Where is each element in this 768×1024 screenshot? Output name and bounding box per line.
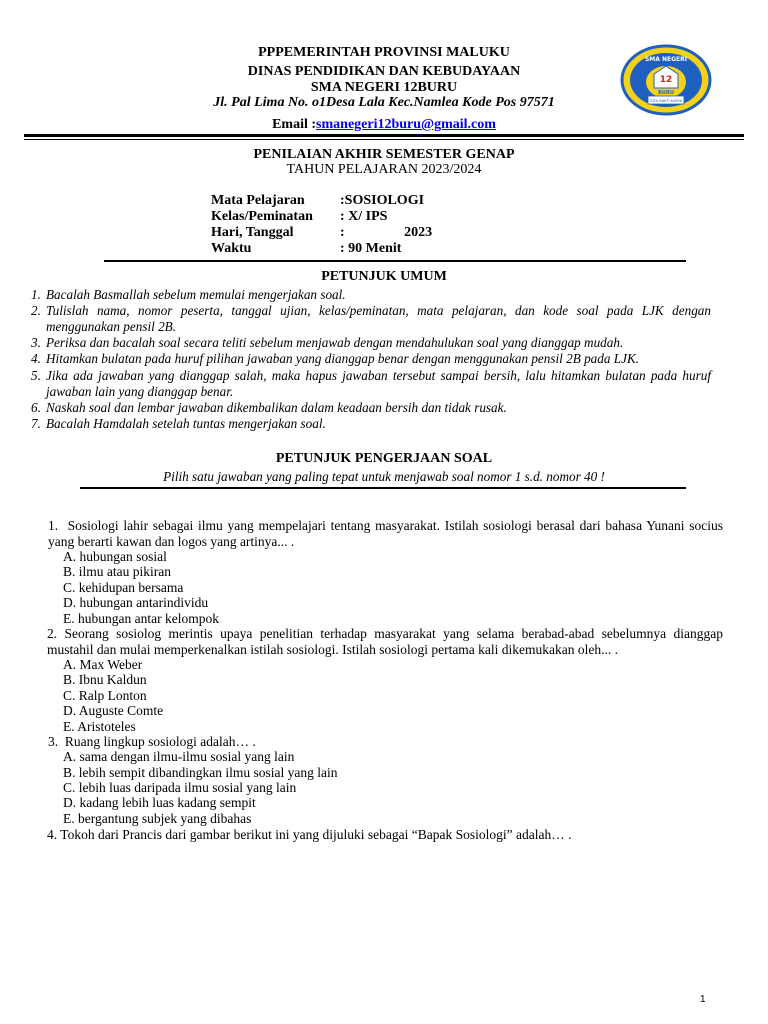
header-department: DINAS PENDIDIKAN DAN KEBUDAYAAN — [247, 64, 521, 79]
header-email — [0, 116, 768, 133]
work-instructions-title: PETUNJUK PENGERJAAN SOAL — [275, 451, 493, 466]
option-e: E. hubungan antar kelompok — [63, 611, 219, 626]
work-instructions-divider — [80, 487, 686, 489]
svg-text:12: 12 — [659, 75, 673, 85]
svg-text:BURU: BURU — [658, 90, 674, 96]
page-number: 1 — [700, 994, 706, 1005]
question-number: 2. — [47, 626, 58, 641]
school-logo-icon — [620, 44, 712, 116]
header-address: Jl. Pal Lima No. o1Desa Lala Kec.Namlea Kode Pos 97571 — [213, 95, 555, 110]
instruction-item: 1. Bacalah Basmallah sebelum memulai mengerjakan soal. — [31, 287, 346, 302]
exam-year: TAHUN PELAJARAN 2023/2024 — [286, 162, 482, 177]
option-b: B. lebih sempit dibandingkan ilmu sosial yang lain — [63, 765, 338, 780]
instruction-item: 5. Jika ada jawaban yang dianggap salah, maka hapus jawaban tersebut sampai bersih, lalu hitamkan bulatan pada huruf jawaban lain yang dianggap benar. — [31, 368, 711, 399]
instruction-item: 7. Bacalah Hamdalah setelah tuntas mengerjakan soal. — [31, 416, 326, 431]
info-class: Kelas/Peminatan : X/ IPS — [211, 209, 388, 224]
header-divider-thin — [24, 139, 744, 140]
question-text: Sosiologi lahir sebagai ilmu yang mempelajari tentang masyarakat. Istilah sosiologi berasal dari bahasa Yunani socius yang berarti kawan dan logos yang artinya... . — [48, 518, 724, 549]
svg-text:GITA BAKTI KARYA: GITA BAKTI KARYA — [649, 99, 683, 103]
option-a: A. Max Weber — [63, 657, 143, 672]
general-instructions-title: PETUNJUK UMUM — [321, 269, 447, 284]
email-link[interactable]: smanegeri12buru@gmail.com — [316, 117, 496, 132]
info-duration: Waktu : 90 Menit — [211, 241, 402, 256]
question-number: 3. — [48, 734, 59, 749]
question-1 — [48, 518, 723, 549]
option-c: C. kehidupan bersama — [63, 580, 184, 595]
header-government: PPPEMERINTAH PROVINSI MALUKU — [258, 45, 510, 60]
option-e: E. bergantung subjek yang dibahas — [63, 811, 252, 826]
instruction-item: 2. Tulislah nama, nomor peserta, tanggal ujian, kelas/peminatan, mata pelajaran, dan kode soal pada LJK dengan menggunakan pensil 2B. — [31, 303, 711, 334]
question-text: Seorang sosiolog merintis upaya penelitian terhadap masyarakat yang selama berabad-abad sebelumnya dianggap mustahil dan mulai memperkenalkan istilah sosiologi. Istilah sosiologi pertama kali dikemukakan oleh... . — [47, 626, 723, 657]
instruction-item: 6. Naskah soal dan lembar jawaban dikembalikan dalam keadaan bersih dan tidak rusak. — [31, 400, 507, 415]
option-e: E. Aristoteles — [63, 719, 136, 734]
question-number: 1. — [48, 518, 59, 533]
option-b: B. Ibnu Kaldun — [63, 672, 147, 687]
option-b: B. ilmu atau pikiran — [63, 564, 171, 579]
option-c: C. Ralp Lonton — [63, 688, 147, 703]
email-label: Email : — [272, 117, 317, 132]
header-school-name: SMA NEGERI 12BURU — [310, 80, 458, 95]
exam-title: PENILAIAN AKHIR SEMESTER GENAP — [253, 147, 515, 162]
option-c: C. lebih luas daripada ilmu sosial yang lain — [63, 780, 297, 795]
info-date: Hari, Tanggal : 2023 — [211, 225, 433, 240]
option-a: A. sama dengan ilmu-ilmu sosial yang lain — [63, 749, 295, 764]
question-3 — [48, 734, 723, 750]
option-d: D. Auguste Comte — [63, 703, 164, 718]
question-text: Tokoh dari Prancis dari gambar berikut ini yang dijuluki sebagai “Bapak Sosiologi” adalah… . — [60, 827, 572, 842]
option-d: D. kadang lebih luas kadang sempit — [63, 795, 256, 810]
option-a: A. hubungan sosial — [63, 549, 167, 564]
info-subject: Mata Pelajaran :SOSIOLOGI — [211, 193, 425, 208]
instruction-item: 3. Periksa dan bacalah soal secara teliti sebelum menjawab dengan mendahulukan soal yang dianggap mudah. — [31, 335, 624, 350]
question-2 — [47, 626, 723, 657]
instruction-item: 4. Hitamkan bulatan pada huruf pilihan jawaban yang dianggap benar dengan menggunakan pensil 2B pada LJK. — [31, 351, 640, 366]
work-instructions-subtitle: Pilih satu jawaban yang paling tepat untuk menjawab soal nomor 1 s.d. nomor 40 ! — [163, 469, 605, 484]
question-text: Ruang lingkup sosiologi adalah… . — [64, 734, 256, 749]
info-divider — [104, 260, 686, 262]
svg-text:SMA NEGERI: SMA NEGERI — [644, 56, 688, 63]
question-number: 4. — [47, 827, 58, 842]
header-divider — [24, 134, 744, 137]
question-4 — [47, 827, 723, 843]
option-d: D. hubungan antarindividu — [63, 595, 209, 610]
